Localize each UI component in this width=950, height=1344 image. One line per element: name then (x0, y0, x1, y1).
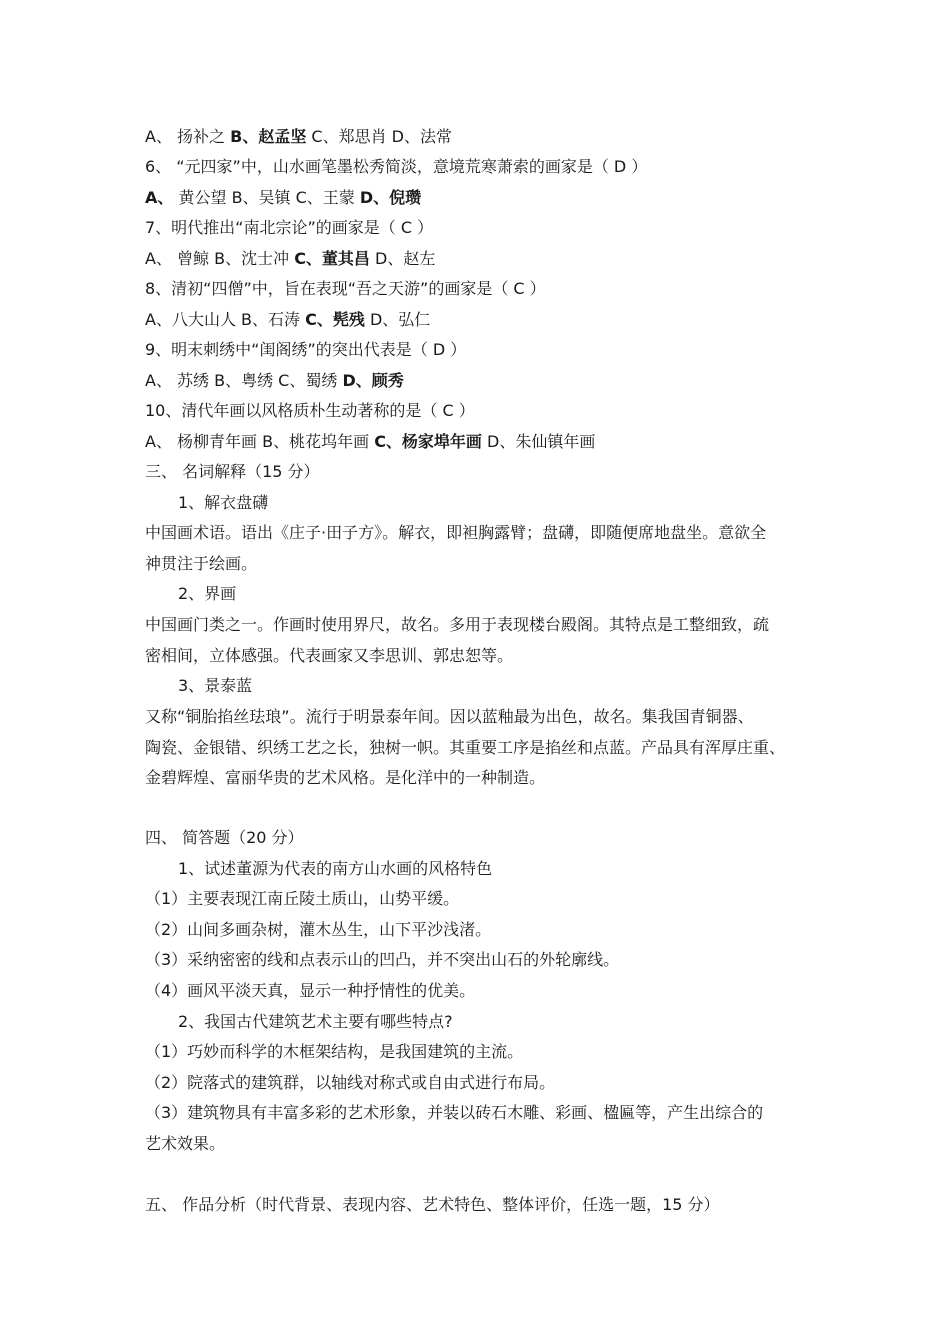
text-line (145, 888, 815, 910)
text-segment: 9、明末刺绣中“闺阁绣”的突出代表是（ D ） (145, 340, 467, 359)
text-line (145, 553, 815, 575)
text-line (145, 431, 815, 453)
text-segment: D、弘仁 (364, 310, 431, 329)
answer-text: C、董其昌 (294, 249, 370, 268)
text-line (145, 949, 815, 971)
text-segment: （3）采纳密密的线和点表示山的凹凸，并不突出山石的外轮廓线。 (145, 950, 620, 969)
text-segment: 6、 “元四家”中，山水画笔墨松秀简淡，意境荒寒萧索的画家是（ D ） (145, 157, 648, 176)
text-segment: 3、景泰蓝 (178, 676, 253, 695)
text-segment: （1）主要表现江南丘陵土质山，山势平缓。 (145, 889, 460, 908)
text-line (145, 1102, 815, 1124)
text-line (145, 248, 815, 270)
text-line (145, 309, 815, 331)
text-segment: A、 苏绣 B、粤绣 C、蜀绣 (145, 371, 343, 390)
text-line (145, 737, 815, 759)
text-segment: D、朱仙镇年画 (481, 432, 596, 451)
text-segment: 1、解衣盘礴 (178, 493, 269, 512)
text-line (178, 675, 848, 697)
text-line (145, 461, 815, 483)
text-segment: 三、 名词解释（15 分） (145, 462, 320, 481)
text-segment: 艺术效果。 (145, 1134, 226, 1153)
text-line (178, 1011, 848, 1033)
text-segment: D、赵左 (369, 249, 436, 268)
text-segment: 1、试述董源为代表的南方山水画的风格特色 (178, 859, 493, 878)
text-segment: A、 扬补之 (145, 127, 231, 146)
text-segment: 黄公望 B、吴镇 C、王蒙 (173, 188, 360, 207)
answer-text: D、倪瓒 (359, 188, 422, 207)
text-line (145, 156, 815, 178)
text-line (145, 827, 815, 849)
text-segment: C、郑思肖 D、法常 (306, 127, 452, 146)
text-line (145, 1194, 815, 1216)
text-line (145, 1041, 815, 1063)
text-segment: 金碧辉煌、富丽华贵的艺术风格。是化洋中的一种制造。 (145, 768, 546, 787)
text-line (145, 919, 815, 941)
text-line (145, 339, 815, 361)
text-segment: 8、清初“四僧”中，旨在表现“吾之天游”的画家是（ C ） (145, 279, 546, 298)
text-line (145, 614, 815, 636)
text-line (178, 492, 848, 514)
text-line (145, 217, 815, 239)
text-line (178, 858, 848, 880)
text-segment: 神贯注于绘画。 (145, 554, 258, 573)
text-line (145, 278, 815, 300)
text-line (145, 522, 815, 544)
text-line (145, 980, 815, 1002)
text-segment: A、八大山人 B、石涛 (145, 310, 306, 329)
text-segment: A、 曾鲸 B、沈士冲 (145, 249, 295, 268)
text-segment: 陶瓷、金银错、织绣工艺之长，独树一帜。其重要工序是掐丝和点蓝。产品具有浑厚庄重、 (145, 738, 786, 757)
text-line (145, 370, 815, 392)
text-segment: 又称“铜胎掐丝珐琅”。流行于明景泰年间。因以蓝釉最为出色，故名。集我国青铜器、 (145, 707, 754, 726)
text-segment: （3）建筑物具有丰富多彩的艺术形象，并装以砖石木雕、彩画、楹匾等，产生出综合的 (145, 1103, 764, 1122)
text-segment: （2）山间多画杂树，灌木丛生，山下平沙浅渚。 (145, 920, 492, 939)
text-segment: 四、 简答题（20 分） (145, 828, 304, 847)
text-segment: （4）画风平淡天真，显示一种抒情性的优美。 (145, 981, 476, 1000)
text-segment: 中国画术语。语出《庄子·田子方》。解衣，即袒胸露臂；盘礴，即随便席地盘坐。意欲全 (145, 523, 767, 542)
text-line (145, 645, 815, 667)
text-line (145, 1133, 815, 1155)
text-segment: （2）院落式的建筑群，以轴线对称式或自由式进行布局。 (145, 1073, 556, 1092)
text-segment: 五、 作品分析（时代背景、表现内容、艺术特色、整体评价，任选一题，15 分） (145, 1195, 720, 1214)
text-segment: 2、界画 (178, 584, 237, 603)
text-line (145, 187, 815, 209)
text-line (145, 1072, 815, 1094)
text-line (178, 583, 848, 605)
text-line (145, 126, 815, 148)
text-segment: 7、明代推出“南北宗论”的画家是（ C ） (145, 218, 434, 237)
text-segment: 2、我国古代建筑艺术主要有哪些特点? (178, 1012, 453, 1031)
text-line (145, 767, 815, 789)
answer-text: A、 (145, 188, 174, 207)
answer-text: C、杨家埠年画 (374, 432, 482, 451)
text-segment: A、 杨柳青年画 B、桃花坞年画 (145, 432, 375, 451)
answer-text: D、顾秀 (342, 371, 404, 390)
text-segment: 10、清代年画以风格质朴生动著称的是（ C ） (145, 401, 475, 420)
text-segment: （1）巧妙而科学的木框架结构，是我国建筑的主流。 (145, 1042, 524, 1061)
text-line (145, 706, 815, 728)
answer-text: C、髡残 (305, 310, 365, 329)
text-segment: 密相间，立体感强。代表画家又李思训、郭忠恕等。 (145, 646, 514, 665)
text-segment: 中国画门类之一。作画时使用界尺，故名。多用于表现楼台殿阁。其特点是工整细致，疏 (145, 615, 770, 634)
text-line (145, 400, 815, 422)
answer-text: B、赵孟坚 (230, 127, 307, 146)
